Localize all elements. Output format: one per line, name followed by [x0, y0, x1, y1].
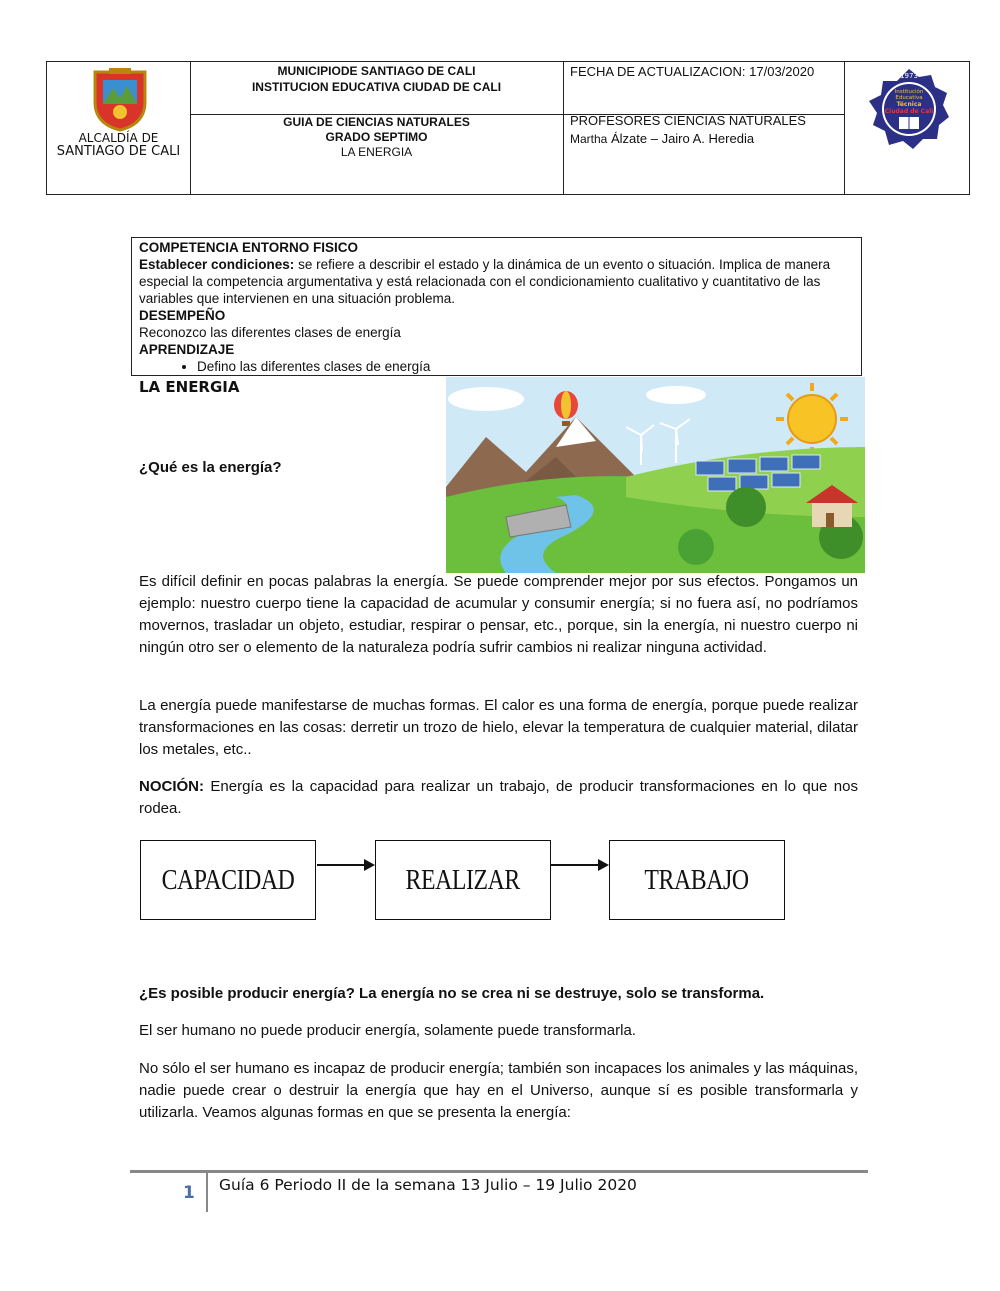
- grado-text: GRADO SEPTIMO: [325, 130, 428, 144]
- cali-coat-of-arms-logo: [89, 66, 151, 132]
- aprendizaje-item: • Defino las diferentes clases de energía: [197, 358, 854, 375]
- paragraph-forms: La energía puede manifestarse de muchas formas. El calor es una forma de energía, porque puede realizar transformaciones en las cosas: derretir un trozo de hielo, elevar la temperatura de cualquier material, dilatar los metales, etc..: [139, 697, 858, 758]
- diagram-arrow-2: [551, 864, 599, 866]
- footer-text: Guía 6 Periodo II de la semana 13 Julio – 19 Julio 2020: [219, 1176, 637, 1194]
- section-title: LA ENERGIA: [139, 378, 240, 396]
- competencia-text: se refiere a describir el estado y la dinámica de un evento o situación. Implica de manera especial la competencia argumentativa y está relacionada con el condicionamiento cualitativo y cuantitativo de las variables que intervienen en una situación problema.: [139, 257, 831, 306]
- header-table: [46, 61, 970, 195]
- question-produce-energy: ¿Es posible producir energía? La energía no se crea ni se destruye, solo se transforma.: [139, 985, 765, 1002]
- question-what-is-energy: ¿Qué es la energía?: [139, 459, 282, 476]
- page-number: 1: [183, 1183, 195, 1203]
- logo-left-line1: ALCALDÍA DE: [78, 131, 159, 145]
- fecha-text: FECHA DE ACTUALIZACION: 17/03/2020: [570, 64, 815, 79]
- paragraph-nocion: [139, 776, 858, 820]
- energy-landscape-illustration: [446, 377, 865, 573]
- arrowhead-icon: [364, 859, 375, 871]
- seal-year: 1973: [900, 72, 918, 80]
- seal-line3: Técnica: [896, 101, 922, 108]
- seal-line2: Educativa: [895, 95, 923, 101]
- nombres-text: Álzate – Jairo A. Heredia: [610, 131, 755, 146]
- footer-rule: [130, 1170, 868, 1173]
- nocion-label: NOCIÓN:: [139, 778, 204, 795]
- competencia-description: [139, 256, 854, 307]
- competencia-lead: Establecer condiciones:: [139, 257, 295, 272]
- diagram-box-capacidad: [140, 840, 316, 920]
- nombres-prefix: Martha: [570, 132, 608, 146]
- profesores-names: [570, 130, 840, 148]
- school-seal-logo: [867, 67, 951, 151]
- institution-cell: [190, 63, 563, 95]
- profesores-cell: [570, 112, 840, 148]
- logo-left-text: [47, 131, 190, 159]
- aprendizaje-list: [139, 358, 854, 375]
- diagram-label-realizar: REALIZAR: [405, 863, 521, 896]
- diagram-label-capacidad: CAPACIDAD: [161, 863, 295, 896]
- seal-line4: Ciudad de Cali: [884, 108, 934, 115]
- aprendizaje-title: APRENDIZAJE: [139, 342, 235, 357]
- seal-line1: Institución: [894, 89, 924, 95]
- arrowhead-icon: [598, 859, 609, 871]
- desempeno-text: Reconozco las diferentes clases de energía: [139, 325, 401, 340]
- tema-text: LA ENERGIA: [340, 145, 413, 159]
- institucion-text: INSTITUCION EDUCATIVA CIUDAD DE CALI: [251, 80, 502, 94]
- footer-divider: [206, 1172, 208, 1212]
- nocion-text: Energía es la capacidad para realizar un trabajo, de producir transformaciones en lo que nos rodea.: [139, 778, 858, 817]
- guia-text: GUIA DE CIENCIAS NATURALES: [283, 115, 470, 129]
- guide-cell: [190, 115, 563, 160]
- diagram-label-trabajo: TRABAJO: [644, 863, 750, 896]
- paragraph-universe: No sólo el ser humano es incapaz de producir energía; también son incapaces los animales y las máquinas, nadie puede crear o destruir la energía que hay en el Universo, aunque sí es posible transformarla y utilizarla. Veamos algunas formas en que se presenta la energía:: [139, 1060, 858, 1121]
- diagram-box-realizar: [375, 840, 551, 920]
- paragraph-human: El ser humano no puede producir energía, solamente puede transformarla.: [139, 1022, 636, 1039]
- diagram-box-trabajo: [609, 840, 785, 920]
- competencia-box: [131, 237, 862, 376]
- paragraph-definition: Es difícil definir en pocas palabras la energía. Se puede comprender mejor por sus efectos. Pongamos un ejemplo: nuestro cuerpo tiene la capacidad de acumular y consumir energía; si no fuera así, no podríamos movernos, trasladar un objeto, estudiar, respirar o pensar, etc., porque, sin la energía, ni nuestro cuerpo ni ningún otro ser o elemento de la naturaleza podría sufrir cambios ni realizar ninguna actividad.: [139, 573, 858, 656]
- profesores-title: PROFESORES CIENCIAS NATURALES: [570, 113, 806, 128]
- municipio-text: MUNICIPIODE SANTIAGO DE CALI: [277, 64, 476, 78]
- diagram-arrow-1: [317, 864, 365, 866]
- logo-left-line2: SANTIAGO DE CALI: [56, 144, 181, 159]
- competencia-title: COMPETENCIA ENTORNO FISICO: [139, 240, 359, 255]
- desempeno-title: DESEMPEÑO: [139, 308, 226, 323]
